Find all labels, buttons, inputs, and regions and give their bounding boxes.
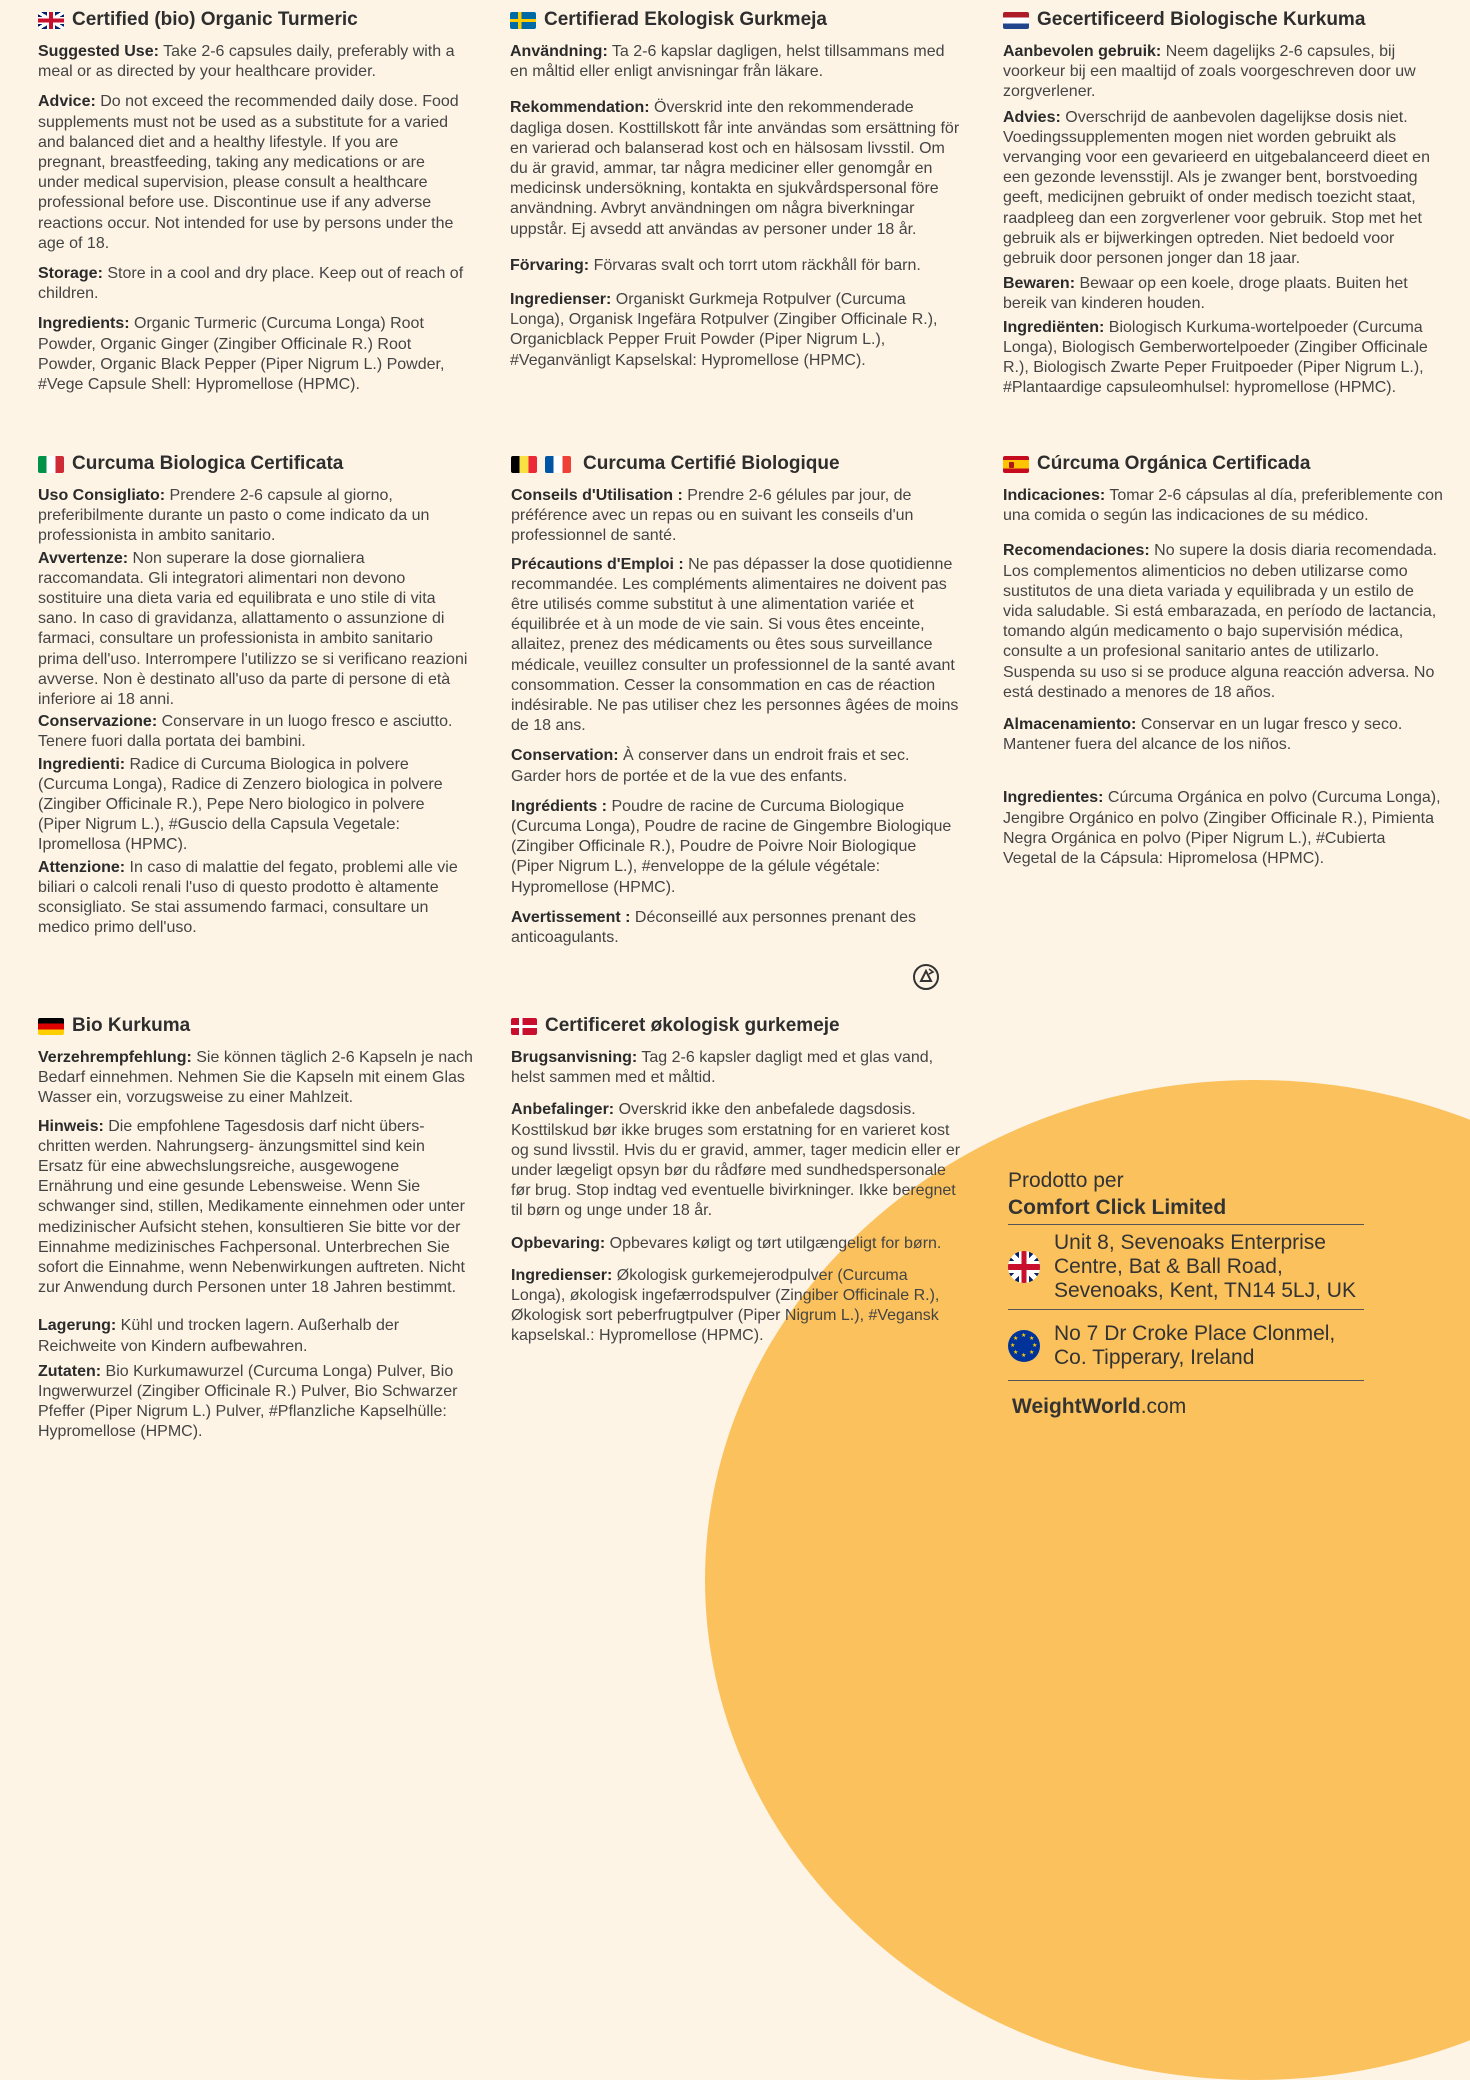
section-title: Certifierad Ekologisk Gurkmeja bbox=[510, 9, 960, 31]
section-title: Curcuma Certifié Biologique bbox=[511, 453, 961, 475]
ingredients: Zutaten: Bio Kurkumawurzel (Curcuma Longa) Pulver, Bio Ingwerwurzel (Zingiber Officinale R.) Pulver, Bio Schwarzer Pfeffer (Piper Nigrum L.) Pulver, #Pflanzliche Kapselhülle: Hypromellose (HPMC). bbox=[38, 1362, 458, 1441]
ingredients: Ingrédients : Poudre de racine de Curcuma Biologique (Curcuma Longa), Poudre de racine de Gingembre Biologique (Zingiber Officinale R.), Poudre de Poivre Noir Biologique (Piper Nigrum L.), #enveloppe de la gélule végétale: Hypromellose (HPMC). bbox=[511, 797, 952, 896]
section-title: Certificeret økologisk gurkemeje bbox=[511, 1015, 963, 1037]
section-title: Bio Kurkuma bbox=[38, 1015, 474, 1037]
warnings: Avvertenze: Non superare la dose giornaliera raccomandata. Gli integratori alimentari non devono sostituire una dieta varia ed equilibrata e uno stile di vita sano. In caso di gravidanza, allattamento o assunzione di farmaci, consultare un professionista in ambito sanitario prima dell'uso. Interrompere l'utilizzo se si verificano reazioni avverse. Non è destinato all'uso da parte di persone di età inferiore ai 18 anni. bbox=[38, 549, 468, 709]
section-danish bbox=[511, 1015, 963, 1357]
storage: Opbevaring: Opbevares køligt og tørt utilgængeligt for børn. bbox=[511, 1234, 942, 1252]
uk-address bbox=[1008, 1225, 1364, 1310]
section-german bbox=[38, 1015, 474, 1453]
recommended-use: Aanbevolen gebruik: Neem dagelijks 2-6 capsules, bij voorkeur bij een maaltijd of zoals voorgeschreven door uw zorgverlener. bbox=[1003, 43, 1416, 101]
storage: Storage: Store in a cool and dry place. Keep out of reach of children. bbox=[38, 265, 464, 303]
directions: Indicaciones: Tomar 2-6 cápsulas al día, preferiblemente con una comida o según las indicaciones de su médico. bbox=[1003, 487, 1443, 525]
suggested-use: Suggested Use: Take 2-6 capsules daily, preferably with a meal or as directed by your healthcare provider. bbox=[38, 43, 455, 81]
produced-for-label: Prodotto per bbox=[1008, 1169, 1124, 1192]
section-english bbox=[38, 9, 468, 405]
section-title: Cúrcuma Orgánica Certificada bbox=[1003, 453, 1443, 475]
section-title: Gecertificeerd Biologische Kurkuma bbox=[1003, 9, 1443, 31]
storage: Förvaring: Förvaras svalt och torrt utom räckhåll för barn. bbox=[510, 256, 921, 274]
ingredients: Ingredienti: Radice di Curcuma Biologica in polvere (Curcuma Longa), Radice di Zenzero biologica in polvere (Zingiber Officinale R.), Pepe Nero biologico in polvere (Piper Nigrum L.), #Guscio della Capsula Vegetale: Ipromellosa (HPMC). bbox=[38, 755, 443, 854]
spain-flag-icon bbox=[1003, 456, 1029, 473]
sweden-flag-icon bbox=[510, 12, 536, 29]
section-title: Certified (bio) Organic Turmeric bbox=[38, 9, 468, 31]
uk-flag-icon bbox=[1008, 1251, 1040, 1283]
company-name: Comfort Click Limited bbox=[1008, 1194, 1364, 1225]
advice: Advies: Overschrijd de aanbevolen dagelijkse dosis niet. Voedingssupplementen mogen niet worden gebruikt als vervanging voor een gevarieerd en uitgebalanceerd dieet en een gezonde levensstijl. Als je zwanger bent, borstvoeding geeft, medicijnen gebruikt of onder medisch toezicht staat, raadpleeg dan een zorgverlener voor gebruik. Stop met het gebruik als er bijwerkingen optreden. Niet bedoeld voor gebruik door personen jonger dan 18 jaar. bbox=[1003, 108, 1430, 268]
recommended-use: Uso Consigliato: Prendere 2-6 capsule al giorno, preferibilmente durante un pasto o come indicato da un professionista in ambito sanitario. bbox=[38, 487, 430, 545]
belgium-flag-icon bbox=[511, 456, 537, 473]
uk-flag-icon bbox=[38, 12, 64, 29]
storage: Almacenamiento: Conservar en un lugar fresco y seco. Mantener fuera del alcance de los niños. bbox=[1003, 716, 1403, 754]
manufacturer-info bbox=[1008, 1168, 1364, 1419]
section-dutch bbox=[1003, 9, 1443, 408]
ingredients: Ingrediënten: Biologisch Kurkuma-wortelpoeder (Curcuma Longa), Biologisch Gemberwortelpoeder (Zingiber Officinale R.), Biologisch Zwarte Peper Fruitpoeder (Piper Nigrum L.), #Plantaardige capsuleomhulsel: hypromellose (HPMC). bbox=[1003, 318, 1428, 397]
france-flag-icon bbox=[545, 456, 571, 473]
eu-flag-icon: ★ ★ ★ ★ ★ ★ ★ ★ bbox=[1008, 1330, 1040, 1362]
netherlands-flag-icon bbox=[1003, 12, 1029, 29]
section-french bbox=[511, 453, 961, 958]
storage: Conservazione: Conservare in un luogo fresco e asciutto. Tenere fuori dalla portata dei bambini. bbox=[38, 713, 453, 751]
ingredients: Ingredienser: Økologisk gurkemejerodpulver (Curcuma Longa), økologisk ingefærrodspulver (Zingiber Officinale R.), Økologisk sort peberfrugtpulver (Piper Nigrum L.), #Vegansk kapselskal.: Hypromellose (HPMC). bbox=[511, 1266, 940, 1345]
uk-address-text: Unit 8, Sevenoaks Enterprise Centre, Bat & Ball Road, Sevenoaks, Kent, TN14 5LJ, UK bbox=[1054, 1231, 1356, 1302]
ingredients: Ingredienser: Organiskt Gurkmeja Rotpulver (Curcuma Longa), Organisk Ingefära Rotpulver (Zingiber Officinale R.), Organicblack Pepper Fruit Powder (Piper Nigrum L.), #Veganvänligt Kapselskal: Hypromellose (HPMC). bbox=[510, 291, 938, 369]
precautions: Précautions d'Emploi : Ne pas dépasser la dose quotidienne recommandée. Les compléments alimentaires ne doivent pas être utilisés comme substitut à une alimentation variée et équilibrée et à un mode de vie sain. Si vous êtes enceinte, allaitez, prenez des médicaments ou êtes sous surveillance médicale, veuillez consulter un professionnel de la santé avant consommation. Cesser la consommation en cas de réaction indésirable. Ne pas utiliser chez les personnes âgées de moins de 18 ans. bbox=[511, 555, 959, 735]
section-italian bbox=[38, 453, 470, 948]
recommended-intake: Verzehrempfehlung: Sie können täglich 2-6 Kapseln je nach Bedarf einnehmen. Nehmen Sie die Kapseln mit einem Glas Wasser ein, vorzugsweise zu einer Mahlzeit. bbox=[38, 1049, 473, 1107]
italy-flag-icon bbox=[38, 456, 64, 473]
warning: Avertissement : Déconseillé aux personnes prenant des anticoagulants. bbox=[511, 908, 916, 947]
denmark-flag-icon bbox=[511, 1018, 537, 1035]
ie-address bbox=[1008, 1310, 1364, 1381]
recommendations: Recomendaciones: No supere la dosis diaria recomendada. Los complementos alimenticios no deben utilizarse como sustitutos de una dieta variada y equilibrada y un estilo de vida saludable. Si está embarazada, en período de lactancia, tomando algún medicamento o bajo supervisión médica, consulte a un profesional sanitario antes de utilizarlo. Suspenda su uso si se produce alguna reacción adversa. No está destinado a menores de 18 años. bbox=[1003, 542, 1437, 701]
attention: Attenzione: In caso di malattie del fegato, problemi alle vie biliari o calcoli renali l'uso di questo prodotto è altamente sconsigliato. Se stai assumendo farmaci, consultare un medico primo dell'uso. bbox=[38, 858, 458, 937]
storage: Lagerung: Kühl und trocken lagern. Außerhalb der Reichweite von Kindern aufbewahren. bbox=[38, 1317, 400, 1355]
recommendations: Anbefalinger: Overskrid ikke den anbefalede dagsdosis. Kosttilskud bør ikke bruges som erstatning for en varieret kost og sund livsstil. Hvis du er gravid, ammer, tager medicin eller er under lægeligt opsyn bør du rådføre med sundhedspersonale før brug. Stop indtag ved eventuelle bivirkninger. Ikke beregnet til børn og unge under 18 år. bbox=[511, 1101, 961, 1220]
recommendation: Rekommendation: Överskrid inte den rekommenderade dagliga dosen. Kosttillskott får inte användas som ersättning för en varierad och balanserad kost och en hälsosam livsstil. Om du är gravid, ammar, tar några mediciner eller genomgår en medicinsk undersökning, kontakta en sjukvårdspersonal före användning. Avbryt användningen om några biverkningar uppstår. Ej avsedd att användas av personer under 18 år. bbox=[510, 99, 960, 238]
section-title: Curcuma Biologica Certificata bbox=[38, 453, 470, 475]
directions: Brugsanvisning: Tag 2-6 kapsler dagligt med et glas vand, helst sammen med et måltid. bbox=[511, 1049, 934, 1087]
ingredients: Ingredients: Organic Turmeric (Curcuma Longa) Root Powder, Organic Ginger (Zingiber Officinale R.) Root Powder, Organic Black Pepper (Piper Nigrum L.) Powder, #Vege Capsule Shell: Hypromellose (HPMC). bbox=[38, 315, 445, 394]
section-swedish bbox=[510, 9, 960, 381]
ingredients: Ingredientes: Cúrcuma Orgánica en polvo (Curcuma Longa), Jengibre Orgánico en polvo (Zingiber Officinale R.), Pimienta Negra Orgánica en polvo (Piper Nigrum L.), #Cubierta Vegetal de la Cápsula: Hipromelosa (HPMC). bbox=[1003, 789, 1441, 868]
recycle-icon bbox=[912, 963, 940, 991]
usage: Användning: Ta 2-6 kapslar dagligen, helst tillsammans med en måltid eller enligt anvisningar från läkare. bbox=[510, 43, 945, 81]
germany-flag-icon bbox=[38, 1018, 64, 1035]
notice: Hinweis: Die empfohlene Tagesdosis darf nicht übers- chritten werden. Nahrungserg- änzungsmittel sind kein Ersatz für eine abwechslungsreiche, ausgewogene Ernährung und eine gesunde Lebensweise. Wenn Sie schwanger sind, stillen, Medikamente einnehmen oder unter medizinischer Aufsicht stehen, konsultieren Sie bitte vor der Einnahme medizinisches Fachpersonal. Unterbrechen Sie sofort die Einnahme, wenn Nebenwirkungen auftreten. Nicht zur Anwendung durch Personen unter 18 Jahren bestimmt. bbox=[38, 1117, 465, 1297]
brand-website: WeightWorld.com bbox=[1012, 1395, 1187, 1418]
advice: Advice: Do not exceed the recommended daily dose. Food supplements must not be used as a substitute for a varied and balanced diet and a healthy lifestyle. If you are pregnant, breastfeeding, taking any medications or are under medical supervision, please consult a healthcare professional before use. Discontinue use if any adverse reactions occur. Not intended for use by persons under the age of 18. bbox=[38, 93, 459, 252]
storage: Bewaren: Bewaar op een koele, droge plaats. Buiten het bereik van kinderen houden. bbox=[1003, 275, 1408, 313]
ie-address-text: No 7 Dr Croke Place Clonmel, Co. Tipperary, Ireland bbox=[1054, 1322, 1336, 1369]
usage-advice: Conseils d'Utilisation : Prendre 2-6 gélules par jour, de préférence avec un repas ou en suivant les conseils d'un professionnel de santé. bbox=[511, 487, 914, 545]
section-spanish bbox=[1003, 453, 1443, 879]
storage: Conservation: À conserver dans un endroit frais et sec. Garder hors de portée et de la vue des enfants. bbox=[511, 747, 910, 785]
